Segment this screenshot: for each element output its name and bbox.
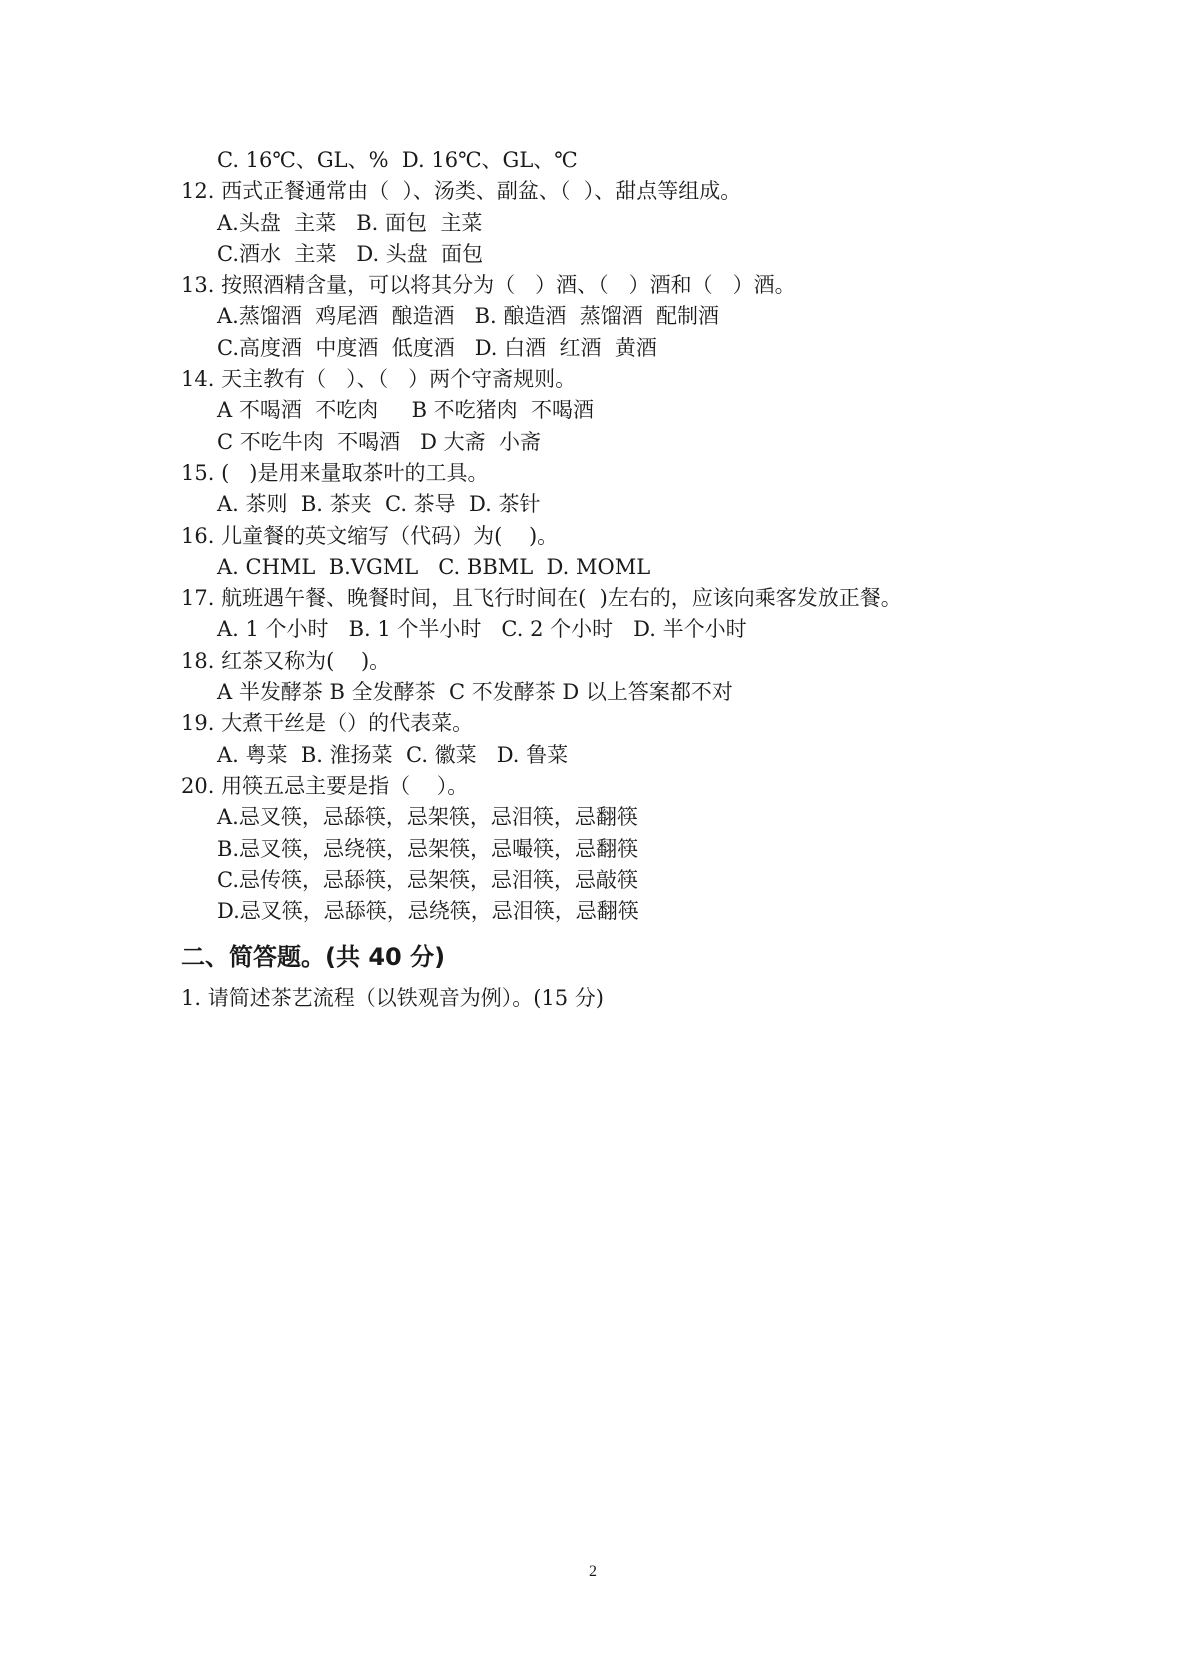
question-12: 12. 西式正餐通常由（ ）、汤类、副盆、（ ）、甜点等组成。	[181, 179, 742, 204]
section-title: 二、简答题。(共 40 分)	[181, 943, 446, 972]
question-16-options: A. CHML B.VGML C. BBML D. MOML	[217, 554, 651, 579]
question-17-options: A. 1 个小时 B. 1 个半小时 C. 2 个小时 D. 半个小时	[217, 617, 747, 642]
question-14-options-ab: A 不喝酒 不吃肉 B 不吃猪肉 不喝酒	[217, 398, 595, 423]
option-line: C. 16℃、GL、% D. 16℃、GL、℃	[217, 148, 578, 172]
question-18: 18. 红茶又称为( )。	[181, 648, 391, 673]
page-number: 2	[589, 1563, 597, 1580]
question-19: 19. 大煮干丝是（）的代表菜。	[181, 711, 474, 736]
short-answer-question-1: 1. 请简述茶艺流程（以铁观音为例）。(15 分)	[181, 986, 604, 1011]
question-12-options-cd: C.酒水 主菜 D. 头盘 面包	[217, 241, 484, 266]
question-19-options: A. 粤菜 B. 淮扬菜 C. 徽菜 D. 鲁菜	[217, 742, 569, 767]
question-13-options-ab: A.蒸馏酒 鸡尾酒 酿造酒 B. 酿造酒 蒸馏酒 配制酒	[217, 304, 720, 329]
question-13: 13. 按照酒精含量，可以将其分为（ ）酒、（ ）酒和（ ）酒。	[181, 273, 796, 298]
question-20-option-a: A.忌叉筷，忌舔筷，忌架筷，忌泪筷，忌翻筷	[217, 805, 638, 830]
page-content	[181, 145, 1081, 1015]
question-20-option-b: B.忌叉筷，忌绕筷，忌架筷，忌嘬筷，忌翻筷	[217, 836, 639, 861]
question-12-options-ab: A.头盘 主菜 B. 面包 主菜	[217, 210, 483, 235]
question-13-options-cd: C.高度酒 中度酒 低度酒 D. 白酒 红酒 黄酒	[217, 335, 657, 360]
question-14: 14. 天主教有（ ）、（ ）两个守斋规则。	[181, 367, 577, 392]
question-20-option-c: C.忌传筷，忌舔筷，忌架筷，忌泪筷，忌敲筷	[217, 867, 638, 892]
question-16: 16. 儿童餐的英文缩写（代码）为( )。	[181, 523, 559, 548]
question-17: 17. 航班遇午餐、晚餐时间，且飞行时间在( )左右的，应该向乘客发放正餐。	[181, 586, 902, 611]
question-15-options: A. 茶则 B. 茶夹 C. 茶导 D. 茶针	[217, 492, 541, 517]
question-18-options: A 半发酵茶 B 全发酵茶 C 不发酵茶 D 以上答案都不对	[217, 680, 733, 705]
question-15: 15. ( )是用来量取茶叶的工具。	[181, 460, 489, 485]
question-14-options-cd: C 不吃牛肉 不喝酒 D 大斋 小斋	[217, 429, 541, 454]
question-20: 20. 用筷五忌主要是指（ ）。	[181, 773, 469, 798]
question-20-option-d: D.忌叉筷，忌舔筷，忌绕筷，忌泪筷，忌翻筷	[217, 899, 639, 924]
